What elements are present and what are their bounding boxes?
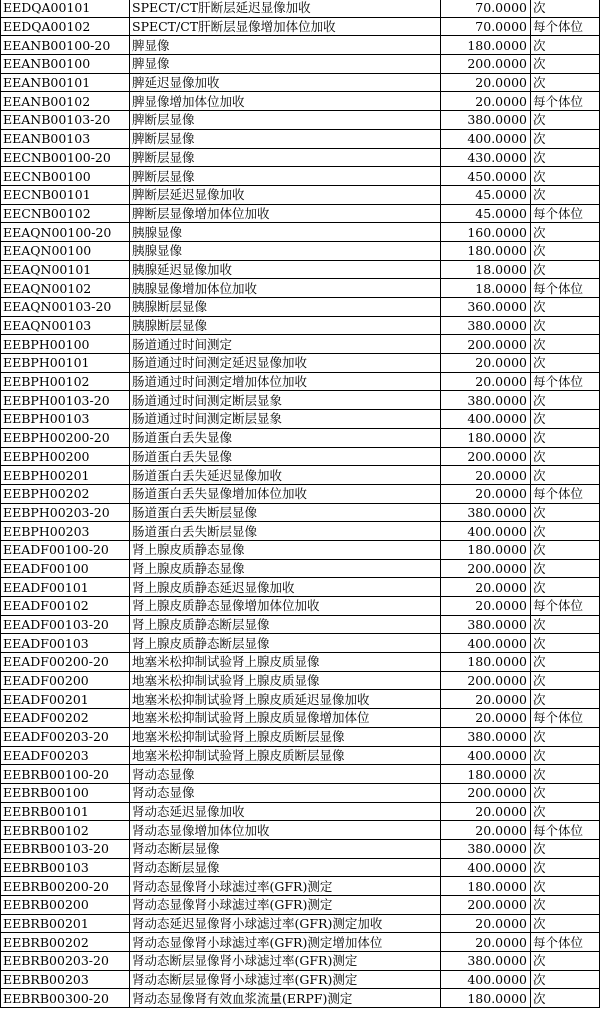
item-price-cell: 20.0000 bbox=[441, 933, 531, 952]
item-unit-cell: 每个体位 bbox=[531, 92, 600, 111]
item-unit-cell: 次 bbox=[531, 783, 600, 802]
item-unit-cell: 次 bbox=[531, 858, 600, 877]
item-code-cell: EEADF00203 bbox=[1, 746, 130, 765]
item-code-cell: EECNB00100-20 bbox=[1, 148, 130, 167]
table-row bbox=[1, 802, 600, 821]
item-price-cell: 200.0000 bbox=[441, 447, 531, 466]
item-price-cell: 180.0000 bbox=[441, 989, 531, 1008]
fee-table-body bbox=[1, 0, 600, 1008]
item-unit-cell: 每个体位 bbox=[531, 372, 600, 391]
item-price-cell: 400.0000 bbox=[441, 634, 531, 653]
item-price-cell: 400.0000 bbox=[441, 129, 531, 148]
item-unit-cell: 每个体位 bbox=[531, 484, 600, 503]
item-unit-cell: 次 bbox=[531, 316, 600, 335]
table-row bbox=[1, 466, 600, 485]
table-row bbox=[1, 260, 600, 279]
item-price-cell: 360.0000 bbox=[441, 298, 531, 317]
item-code-cell: EEANB00100 bbox=[1, 55, 130, 74]
item-unit-cell: 次 bbox=[531, 447, 600, 466]
item-price-cell: 20.0000 bbox=[441, 484, 531, 503]
table-row bbox=[1, 391, 600, 410]
item-code-cell: EEBRB00202 bbox=[1, 933, 130, 952]
item-unit-cell: 次 bbox=[531, 914, 600, 933]
table-row bbox=[1, 0, 600, 17]
item-name-cell: 肾动态断层显像肾小球滤过率(GFR)测定 bbox=[130, 952, 441, 971]
item-name-cell: 肠道蛋白丢失显像 bbox=[130, 428, 441, 447]
item-price-cell: 400.0000 bbox=[441, 522, 531, 541]
item-code-cell: EEBPH00203 bbox=[1, 522, 130, 541]
item-name-cell: 肠道通过时间测定断层显象 bbox=[130, 410, 441, 429]
item-name-cell: 胰腺显像 bbox=[130, 241, 441, 260]
item-code-cell: EEBRB00103 bbox=[1, 858, 130, 877]
item-name-cell: 肾动态延迟显像肾小球滤过率(GFR)测定加收 bbox=[130, 914, 441, 933]
table-row bbox=[1, 522, 600, 541]
table-row bbox=[1, 896, 600, 915]
table-row bbox=[1, 279, 600, 298]
item-unit-cell: 次 bbox=[531, 540, 600, 559]
item-code-cell: EEBRB00200 bbox=[1, 896, 130, 915]
item-code-cell: EEADF00202 bbox=[1, 709, 130, 728]
item-price-cell: 20.0000 bbox=[441, 354, 531, 373]
item-name-cell: 胰腺显像 bbox=[130, 223, 441, 242]
table-row bbox=[1, 914, 600, 933]
item-price-cell: 380.0000 bbox=[441, 615, 531, 634]
item-code-cell: EEAQN00100 bbox=[1, 241, 130, 260]
table-row bbox=[1, 167, 600, 186]
item-code-cell: EEBPH00202 bbox=[1, 484, 130, 503]
item-unit-cell: 次 bbox=[531, 0, 600, 17]
item-code-cell: EEAQN00101 bbox=[1, 260, 130, 279]
item-unit-cell: 次 bbox=[531, 55, 600, 74]
item-name-cell: 胰腺断层显像 bbox=[130, 298, 441, 317]
item-name-cell: 肠道蛋白丢失延迟显像加收 bbox=[130, 466, 441, 485]
item-code-cell: EEANB00103-20 bbox=[1, 111, 130, 130]
item-unit-cell: 次 bbox=[531, 634, 600, 653]
item-unit-cell: 次 bbox=[531, 428, 600, 447]
item-code-cell: EEBPH00200 bbox=[1, 447, 130, 466]
table-row bbox=[1, 858, 600, 877]
item-name-cell: SPECT/CT肝断层延迟显像加收 bbox=[130, 0, 441, 17]
table-row bbox=[1, 746, 600, 765]
item-price-cell: 200.0000 bbox=[441, 55, 531, 74]
item-price-cell: 450.0000 bbox=[441, 167, 531, 186]
item-code-cell: EEBRB00203 bbox=[1, 970, 130, 989]
table-row bbox=[1, 447, 600, 466]
item-price-cell: 20.0000 bbox=[441, 597, 531, 616]
table-row bbox=[1, 17, 600, 36]
item-price-cell: 380.0000 bbox=[441, 727, 531, 746]
table-row bbox=[1, 241, 600, 260]
item-price-cell: 180.0000 bbox=[441, 653, 531, 672]
item-price-cell: 380.0000 bbox=[441, 503, 531, 522]
table-row bbox=[1, 933, 600, 952]
item-price-cell: 20.0000 bbox=[441, 92, 531, 111]
item-code-cell: EEADF00200-20 bbox=[1, 653, 130, 672]
table-row bbox=[1, 503, 600, 522]
item-unit-cell: 次 bbox=[531, 354, 600, 373]
item-unit-cell: 次 bbox=[531, 36, 600, 55]
item-unit-cell: 次 bbox=[531, 335, 600, 354]
item-unit-cell: 次 bbox=[531, 167, 600, 186]
item-unit-cell: 次 bbox=[531, 690, 600, 709]
item-price-cell: 70.0000 bbox=[441, 17, 531, 36]
item-code-cell: EEANB00101 bbox=[1, 73, 130, 92]
item-unit-cell: 次 bbox=[531, 129, 600, 148]
table-row bbox=[1, 428, 600, 447]
item-price-cell: 380.0000 bbox=[441, 839, 531, 858]
table-row bbox=[1, 690, 600, 709]
item-code-cell: EECNB00102 bbox=[1, 204, 130, 223]
item-name-cell: 胰腺显像增加体位加收 bbox=[130, 279, 441, 298]
item-name-cell: 肾动态断层显像肾小球滤过率(GFR)测定 bbox=[130, 970, 441, 989]
item-price-cell: 20.0000 bbox=[441, 73, 531, 92]
item-name-cell: 肾动态显像肾小球滤过率(GFR)测定增加体位 bbox=[130, 933, 441, 952]
table-row bbox=[1, 223, 600, 242]
item-unit-cell: 每个体位 bbox=[531, 933, 600, 952]
item-code-cell: EEBRB00101 bbox=[1, 802, 130, 821]
item-code-cell: EEBPH00103-20 bbox=[1, 391, 130, 410]
item-name-cell: 脾显像增加体位加收 bbox=[130, 92, 441, 111]
table-row bbox=[1, 298, 600, 317]
item-name-cell: 肠道蛋白丢失显像 bbox=[130, 447, 441, 466]
table-row bbox=[1, 821, 600, 840]
item-code-cell: EEADF00100 bbox=[1, 559, 130, 578]
item-code-cell: EEBRB00100-20 bbox=[1, 765, 130, 784]
table-row bbox=[1, 634, 600, 653]
item-unit-cell: 次 bbox=[531, 615, 600, 634]
item-unit-cell: 次 bbox=[531, 503, 600, 522]
item-price-cell: 20.0000 bbox=[441, 372, 531, 391]
table-row bbox=[1, 709, 600, 728]
item-name-cell: 脾延迟显像加收 bbox=[130, 73, 441, 92]
item-name-cell: 肾动态显像肾小球滤过率(GFR)测定 bbox=[130, 896, 441, 915]
item-price-cell: 380.0000 bbox=[441, 952, 531, 971]
item-name-cell: 脾断层显像 bbox=[130, 167, 441, 186]
item-code-cell: EEBRB00100 bbox=[1, 783, 130, 802]
item-name-cell: 脾显像 bbox=[130, 55, 441, 74]
item-code-cell: EEBPH00102 bbox=[1, 372, 130, 391]
item-name-cell: 脾显像 bbox=[130, 36, 441, 55]
table-row bbox=[1, 597, 600, 616]
item-unit-cell: 次 bbox=[531, 802, 600, 821]
item-name-cell: 肾动态显像 bbox=[130, 783, 441, 802]
item-name-cell: SPECT/CT肝断层显像增加体位加收 bbox=[130, 17, 441, 36]
item-name-cell: 肾上腺皮质静态显像 bbox=[130, 559, 441, 578]
table-row bbox=[1, 970, 600, 989]
item-price-cell: 18.0000 bbox=[441, 260, 531, 279]
item-unit-cell: 次 bbox=[531, 765, 600, 784]
item-unit-cell: 次 bbox=[531, 391, 600, 410]
item-price-cell: 20.0000 bbox=[441, 802, 531, 821]
item-code-cell: EEADF00102 bbox=[1, 597, 130, 616]
item-name-cell: 肠道蛋白丢失断层显像 bbox=[130, 522, 441, 541]
item-name-cell: 地塞米松抑制试验肾上腺皮质断层显像 bbox=[130, 746, 441, 765]
item-unit-cell: 次 bbox=[531, 746, 600, 765]
item-name-cell: 肾动态显像 bbox=[130, 765, 441, 784]
item-unit-cell: 每个体位 bbox=[531, 204, 600, 223]
item-code-cell: EEADF00200 bbox=[1, 671, 130, 690]
item-code-cell: EEDQA00101 bbox=[1, 0, 130, 17]
table-row bbox=[1, 727, 600, 746]
table-row bbox=[1, 877, 600, 896]
item-unit-cell: 次 bbox=[531, 260, 600, 279]
item-name-cell: 地塞米松抑制试验肾上腺皮质断层显像 bbox=[130, 727, 441, 746]
item-unit-cell: 次 bbox=[531, 578, 600, 597]
item-name-cell: 肾上腺皮质静态延迟显像加收 bbox=[130, 578, 441, 597]
item-price-cell: 180.0000 bbox=[441, 877, 531, 896]
item-name-cell: 肾动态延迟显像加收 bbox=[130, 802, 441, 821]
item-unit-cell: 次 bbox=[531, 970, 600, 989]
item-code-cell: EEANB00103 bbox=[1, 129, 130, 148]
item-unit-cell: 次 bbox=[531, 896, 600, 915]
item-code-cell: EEBPH00101 bbox=[1, 354, 130, 373]
item-unit-cell: 次 bbox=[531, 298, 600, 317]
item-code-cell: EEBRB00103-20 bbox=[1, 839, 130, 858]
item-unit-cell: 每个体位 bbox=[531, 821, 600, 840]
item-code-cell: EEADF00103 bbox=[1, 634, 130, 653]
item-unit-cell: 次 bbox=[531, 466, 600, 485]
item-code-cell: EEBRB00200-20 bbox=[1, 877, 130, 896]
item-price-cell: 400.0000 bbox=[441, 970, 531, 989]
table-row bbox=[1, 765, 600, 784]
item-price-cell: 380.0000 bbox=[441, 111, 531, 130]
item-price-cell: 430.0000 bbox=[441, 148, 531, 167]
table-row bbox=[1, 989, 600, 1008]
item-unit-cell: 次 bbox=[531, 223, 600, 242]
item-code-cell: EEBRB00201 bbox=[1, 914, 130, 933]
item-code-cell: EEADF00100-20 bbox=[1, 540, 130, 559]
item-code-cell: EEBRB00300-20 bbox=[1, 989, 130, 1008]
item-unit-cell: 次 bbox=[531, 839, 600, 858]
item-price-cell: 20.0000 bbox=[441, 914, 531, 933]
item-name-cell: 肾动态显像增加体位加收 bbox=[130, 821, 441, 840]
table-row bbox=[1, 185, 600, 204]
item-unit-cell: 次 bbox=[531, 111, 600, 130]
item-price-cell: 180.0000 bbox=[441, 540, 531, 559]
item-unit-cell: 次 bbox=[531, 185, 600, 204]
table-row bbox=[1, 839, 600, 858]
item-unit-cell: 次 bbox=[531, 989, 600, 1008]
item-unit-cell: 次 bbox=[531, 877, 600, 896]
item-name-cell: 肾上腺皮质静态断层显像 bbox=[130, 615, 441, 634]
item-name-cell: 脾断层延迟显像加收 bbox=[130, 185, 441, 204]
item-price-cell: 200.0000 bbox=[441, 783, 531, 802]
item-code-cell: EEANB00100-20 bbox=[1, 36, 130, 55]
item-unit-cell: 次 bbox=[531, 727, 600, 746]
table-row bbox=[1, 73, 600, 92]
table-row bbox=[1, 148, 600, 167]
table-row bbox=[1, 316, 600, 335]
table-row bbox=[1, 952, 600, 971]
table-row bbox=[1, 372, 600, 391]
item-price-cell: 200.0000 bbox=[441, 671, 531, 690]
item-name-cell: 地塞米松抑制试验肾上腺皮质显像 bbox=[130, 653, 441, 672]
table-row bbox=[1, 36, 600, 55]
item-unit-cell: 次 bbox=[531, 241, 600, 260]
item-code-cell: EEBPH00200-20 bbox=[1, 428, 130, 447]
item-unit-cell: 每个体位 bbox=[531, 17, 600, 36]
item-price-cell: 70.0000 bbox=[441, 0, 531, 17]
table-row bbox=[1, 540, 600, 559]
item-price-cell: 180.0000 bbox=[441, 428, 531, 447]
item-name-cell: 脾断层显像 bbox=[130, 111, 441, 130]
table-row bbox=[1, 204, 600, 223]
item-name-cell: 肾动态断层显像 bbox=[130, 858, 441, 877]
item-code-cell: EEBPH00100 bbox=[1, 335, 130, 354]
table-row bbox=[1, 335, 600, 354]
item-unit-cell: 次 bbox=[531, 671, 600, 690]
item-price-cell: 400.0000 bbox=[441, 858, 531, 877]
item-name-cell: 肾动态显像肾小球滤过率(GFR)测定 bbox=[130, 877, 441, 896]
item-price-cell: 20.0000 bbox=[441, 690, 531, 709]
table-row bbox=[1, 671, 600, 690]
table-row bbox=[1, 92, 600, 111]
item-name-cell: 地塞米松抑制试验肾上腺皮质显像 bbox=[130, 671, 441, 690]
table-row bbox=[1, 578, 600, 597]
item-name-cell: 肾动态显像肾有效血浆流量(ERPF)测定 bbox=[130, 989, 441, 1008]
table-row bbox=[1, 653, 600, 672]
item-price-cell: 180.0000 bbox=[441, 36, 531, 55]
item-price-cell: 200.0000 bbox=[441, 559, 531, 578]
item-unit-cell: 每个体位 bbox=[531, 709, 600, 728]
item-name-cell: 肾上腺皮质静态显像增加体位加收 bbox=[130, 597, 441, 616]
item-name-cell: 肾动态断层显像 bbox=[130, 839, 441, 858]
item-price-cell: 20.0000 bbox=[441, 821, 531, 840]
item-unit-cell: 次 bbox=[531, 522, 600, 541]
item-price-cell: 45.0000 bbox=[441, 204, 531, 223]
item-code-cell: EEADF00103-20 bbox=[1, 615, 130, 634]
item-name-cell: 胰腺延迟显像加收 bbox=[130, 260, 441, 279]
table-row bbox=[1, 111, 600, 130]
item-code-cell: EEBPH00203-20 bbox=[1, 503, 130, 522]
item-code-cell: EEBPH00103 bbox=[1, 410, 130, 429]
item-unit-cell: 次 bbox=[531, 73, 600, 92]
item-price-cell: 180.0000 bbox=[441, 241, 531, 260]
item-price-cell: 180.0000 bbox=[441, 765, 531, 784]
item-code-cell: EEANB00102 bbox=[1, 92, 130, 111]
table-row bbox=[1, 129, 600, 148]
item-unit-cell: 次 bbox=[531, 410, 600, 429]
table-row bbox=[1, 484, 600, 503]
item-price-cell: 380.0000 bbox=[441, 391, 531, 410]
item-name-cell: 肠道通过时间测定延迟显像加收 bbox=[130, 354, 441, 373]
item-code-cell: EEAQN00103-20 bbox=[1, 298, 130, 317]
item-code-cell: EEBPH00201 bbox=[1, 466, 130, 485]
item-unit-cell: 次 bbox=[531, 952, 600, 971]
item-unit-cell: 次 bbox=[531, 653, 600, 672]
item-price-cell: 20.0000 bbox=[441, 578, 531, 597]
item-name-cell: 脾断层显像 bbox=[130, 148, 441, 167]
table-row bbox=[1, 55, 600, 74]
table-row bbox=[1, 410, 600, 429]
item-name-cell: 肠道通过时间测定增加体位加收 bbox=[130, 372, 441, 391]
item-code-cell: EEADF00101 bbox=[1, 578, 130, 597]
item-name-cell: 肾上腺皮质静态断层显像 bbox=[130, 634, 441, 653]
item-name-cell: 肠道通过时间测定 bbox=[130, 335, 441, 354]
item-code-cell: EEBRB00203-20 bbox=[1, 952, 130, 971]
table-row bbox=[1, 783, 600, 802]
item-price-cell: 20.0000 bbox=[441, 709, 531, 728]
item-price-cell: 400.0000 bbox=[441, 410, 531, 429]
item-code-cell: EEAQN00102 bbox=[1, 279, 130, 298]
item-code-cell: EECNB00101 bbox=[1, 185, 130, 204]
item-unit-cell: 次 bbox=[531, 559, 600, 578]
item-name-cell: 肠道蛋白丢失显像增加体位加收 bbox=[130, 484, 441, 503]
item-price-cell: 160.0000 bbox=[441, 223, 531, 242]
item-price-cell: 200.0000 bbox=[441, 335, 531, 354]
item-price-cell: 45.0000 bbox=[441, 185, 531, 204]
item-price-cell: 400.0000 bbox=[441, 746, 531, 765]
item-name-cell: 肠道通过时间测定断层显象 bbox=[130, 391, 441, 410]
item-unit-cell: 每个体位 bbox=[531, 279, 600, 298]
item-price-cell: 200.0000 bbox=[441, 896, 531, 915]
item-price-cell: 20.0000 bbox=[441, 466, 531, 485]
item-name-cell: 地塞米松抑制试验肾上腺皮质延迟显像加收 bbox=[130, 690, 441, 709]
table-row bbox=[1, 354, 600, 373]
item-code-cell: EEDQA00102 bbox=[1, 17, 130, 36]
table-row bbox=[1, 559, 600, 578]
item-code-cell: EEBRB00102 bbox=[1, 821, 130, 840]
item-code-cell: EEADF00201 bbox=[1, 690, 130, 709]
item-name-cell: 肾上腺皮质静态显像 bbox=[130, 540, 441, 559]
item-code-cell: EEAQN00100-20 bbox=[1, 223, 130, 242]
item-code-cell: EEAQN00103 bbox=[1, 316, 130, 335]
item-name-cell: 胰腺断层显像 bbox=[130, 316, 441, 335]
item-price-cell: 380.0000 bbox=[441, 316, 531, 335]
item-unit-cell: 每个体位 bbox=[531, 597, 600, 616]
item-price-cell: 18.0000 bbox=[441, 279, 531, 298]
item-code-cell: EECNB00100 bbox=[1, 167, 130, 186]
item-unit-cell: 次 bbox=[531, 148, 600, 167]
item-name-cell: 地塞米松抑制试验肾上腺皮质显像增加体位 bbox=[130, 709, 441, 728]
table-row bbox=[1, 615, 600, 634]
item-name-cell: 肠道蛋白丢失断层显像 bbox=[130, 503, 441, 522]
item-name-cell: 脾断层显像增加体位加收 bbox=[130, 204, 441, 223]
item-code-cell: EEADF00203-20 bbox=[1, 727, 130, 746]
item-name-cell: 脾断层显像 bbox=[130, 129, 441, 148]
